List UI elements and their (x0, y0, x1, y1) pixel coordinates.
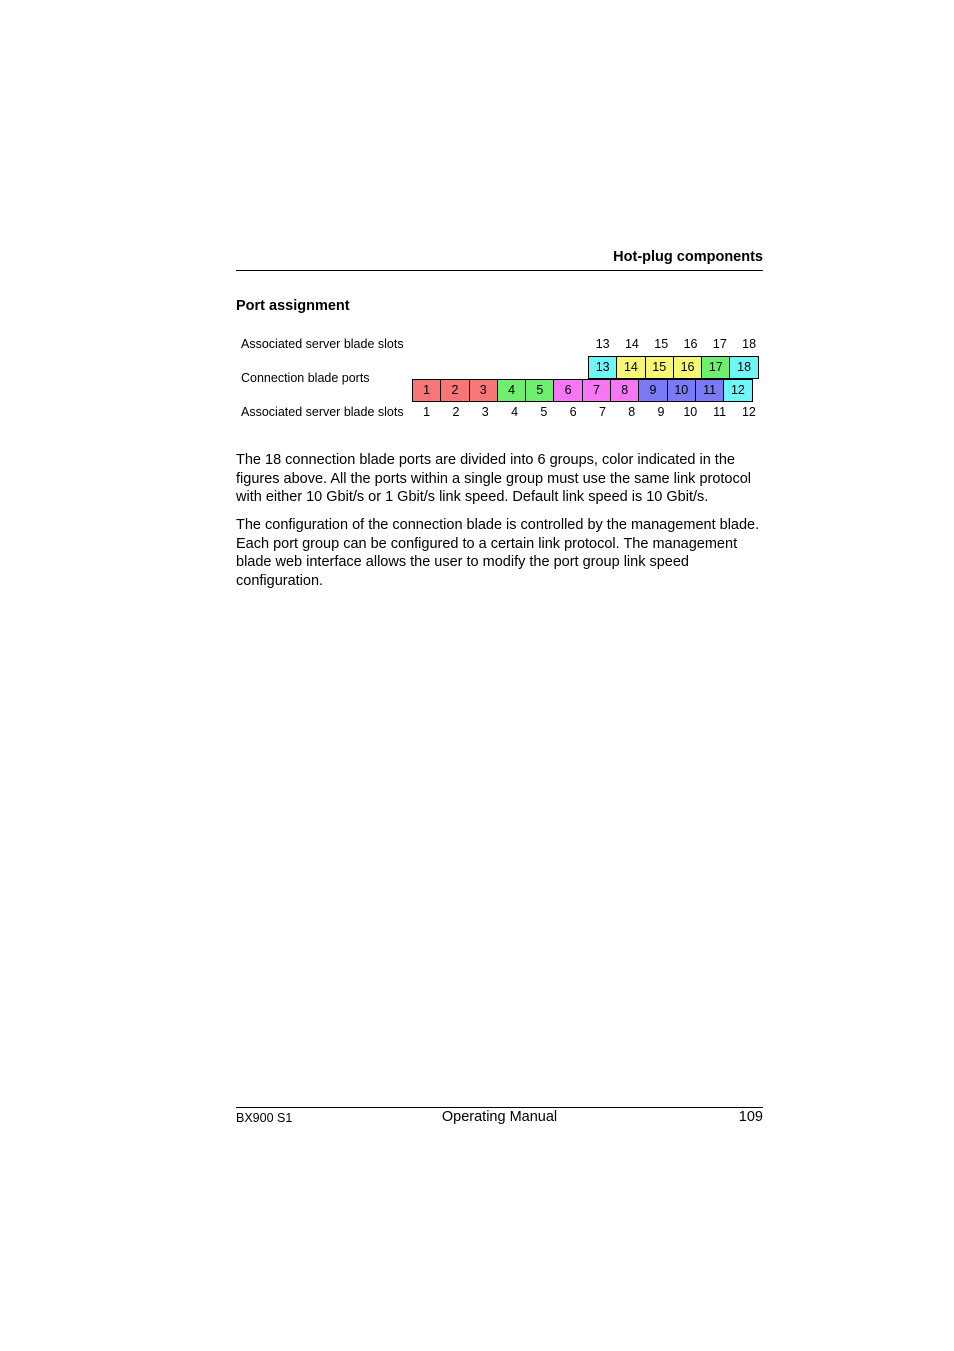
connection-ports-label: Connection blade ports (241, 371, 370, 385)
port-cell: 18 (729, 356, 758, 379)
port-cell: 1 (412, 379, 441, 402)
section-title: Port assignment (236, 298, 350, 314)
bottom-slots-label: Associated server blade slots (241, 405, 404, 419)
port-assignment-figure (236, 334, 776, 429)
slot-number: 5 (540, 405, 548, 419)
port-cell: 15 (645, 356, 674, 379)
port-cell: 8 (610, 379, 639, 402)
top-slots-label: Associated server blade slots (241, 337, 404, 351)
port-cell: 2 (440, 379, 469, 402)
top-slot-numbers (588, 337, 764, 351)
lower-port-row (412, 379, 753, 402)
slot-number: 17 (712, 337, 727, 351)
port-cell: 6 (553, 379, 582, 402)
slot-number: 8 (628, 405, 636, 419)
port-cell: 11 (695, 379, 724, 402)
bottom-slot-numbers (412, 405, 764, 419)
slot-number: 11 (713, 405, 727, 419)
port-cell: 7 (582, 379, 611, 402)
slot-number: 6 (569, 405, 577, 419)
slot-number: 16 (683, 337, 698, 351)
footer-rule (236, 1107, 763, 1108)
paragraph-port-groups: The 18 connection blade ports are divided into 6 groups, color indicated in the figures above. All the ports within a single group must use the same link protocol with either 10 Gbit/s or 1 Gbit/s link speed. Default link speed is 10 Gbit/s. (236, 452, 752, 505)
slot-number: 4 (511, 405, 519, 419)
port-cell: 9 (638, 379, 667, 402)
footer-page-number: 109 (738, 1109, 763, 1125)
port-cell: 12 (723, 379, 752, 402)
slot-number: 10 (683, 405, 698, 419)
port-cell: 10 (667, 379, 696, 402)
slot-number: 14 (624, 337, 639, 351)
port-cell: 14 (616, 356, 645, 379)
footer-manual-title: Operating Manual (441, 1109, 558, 1125)
running-header: Hot-plug components (613, 249, 763, 265)
port-cell: 3 (469, 379, 498, 402)
slot-number: 3 (481, 405, 489, 419)
slot-number: 12 (741, 405, 756, 419)
port-cell: 5 (525, 379, 554, 402)
port-cell: 13 (588, 356, 617, 379)
slot-number: 18 (742, 337, 757, 351)
slot-number: 7 (598, 405, 606, 419)
slot-number: 15 (654, 337, 669, 351)
slot-number: 9 (657, 405, 665, 419)
slot-number: 2 (452, 405, 460, 419)
header-rule (236, 270, 763, 271)
footer-product: BX900 S1 (236, 1111, 293, 1125)
slot-number: 1 (423, 405, 431, 419)
port-cell: 4 (497, 379, 526, 402)
port-cell: 16 (673, 356, 702, 379)
port-cell: 17 (701, 356, 730, 379)
upper-port-row (588, 356, 759, 379)
slot-number: 13 (595, 337, 610, 351)
paragraph-configuration: The configuration of the connection blade is controlled by the management blade. Each port group can be configured to a certain link protocol. The management blade web interface allows the user to modify the port group link speed configuration. (236, 517, 760, 589)
